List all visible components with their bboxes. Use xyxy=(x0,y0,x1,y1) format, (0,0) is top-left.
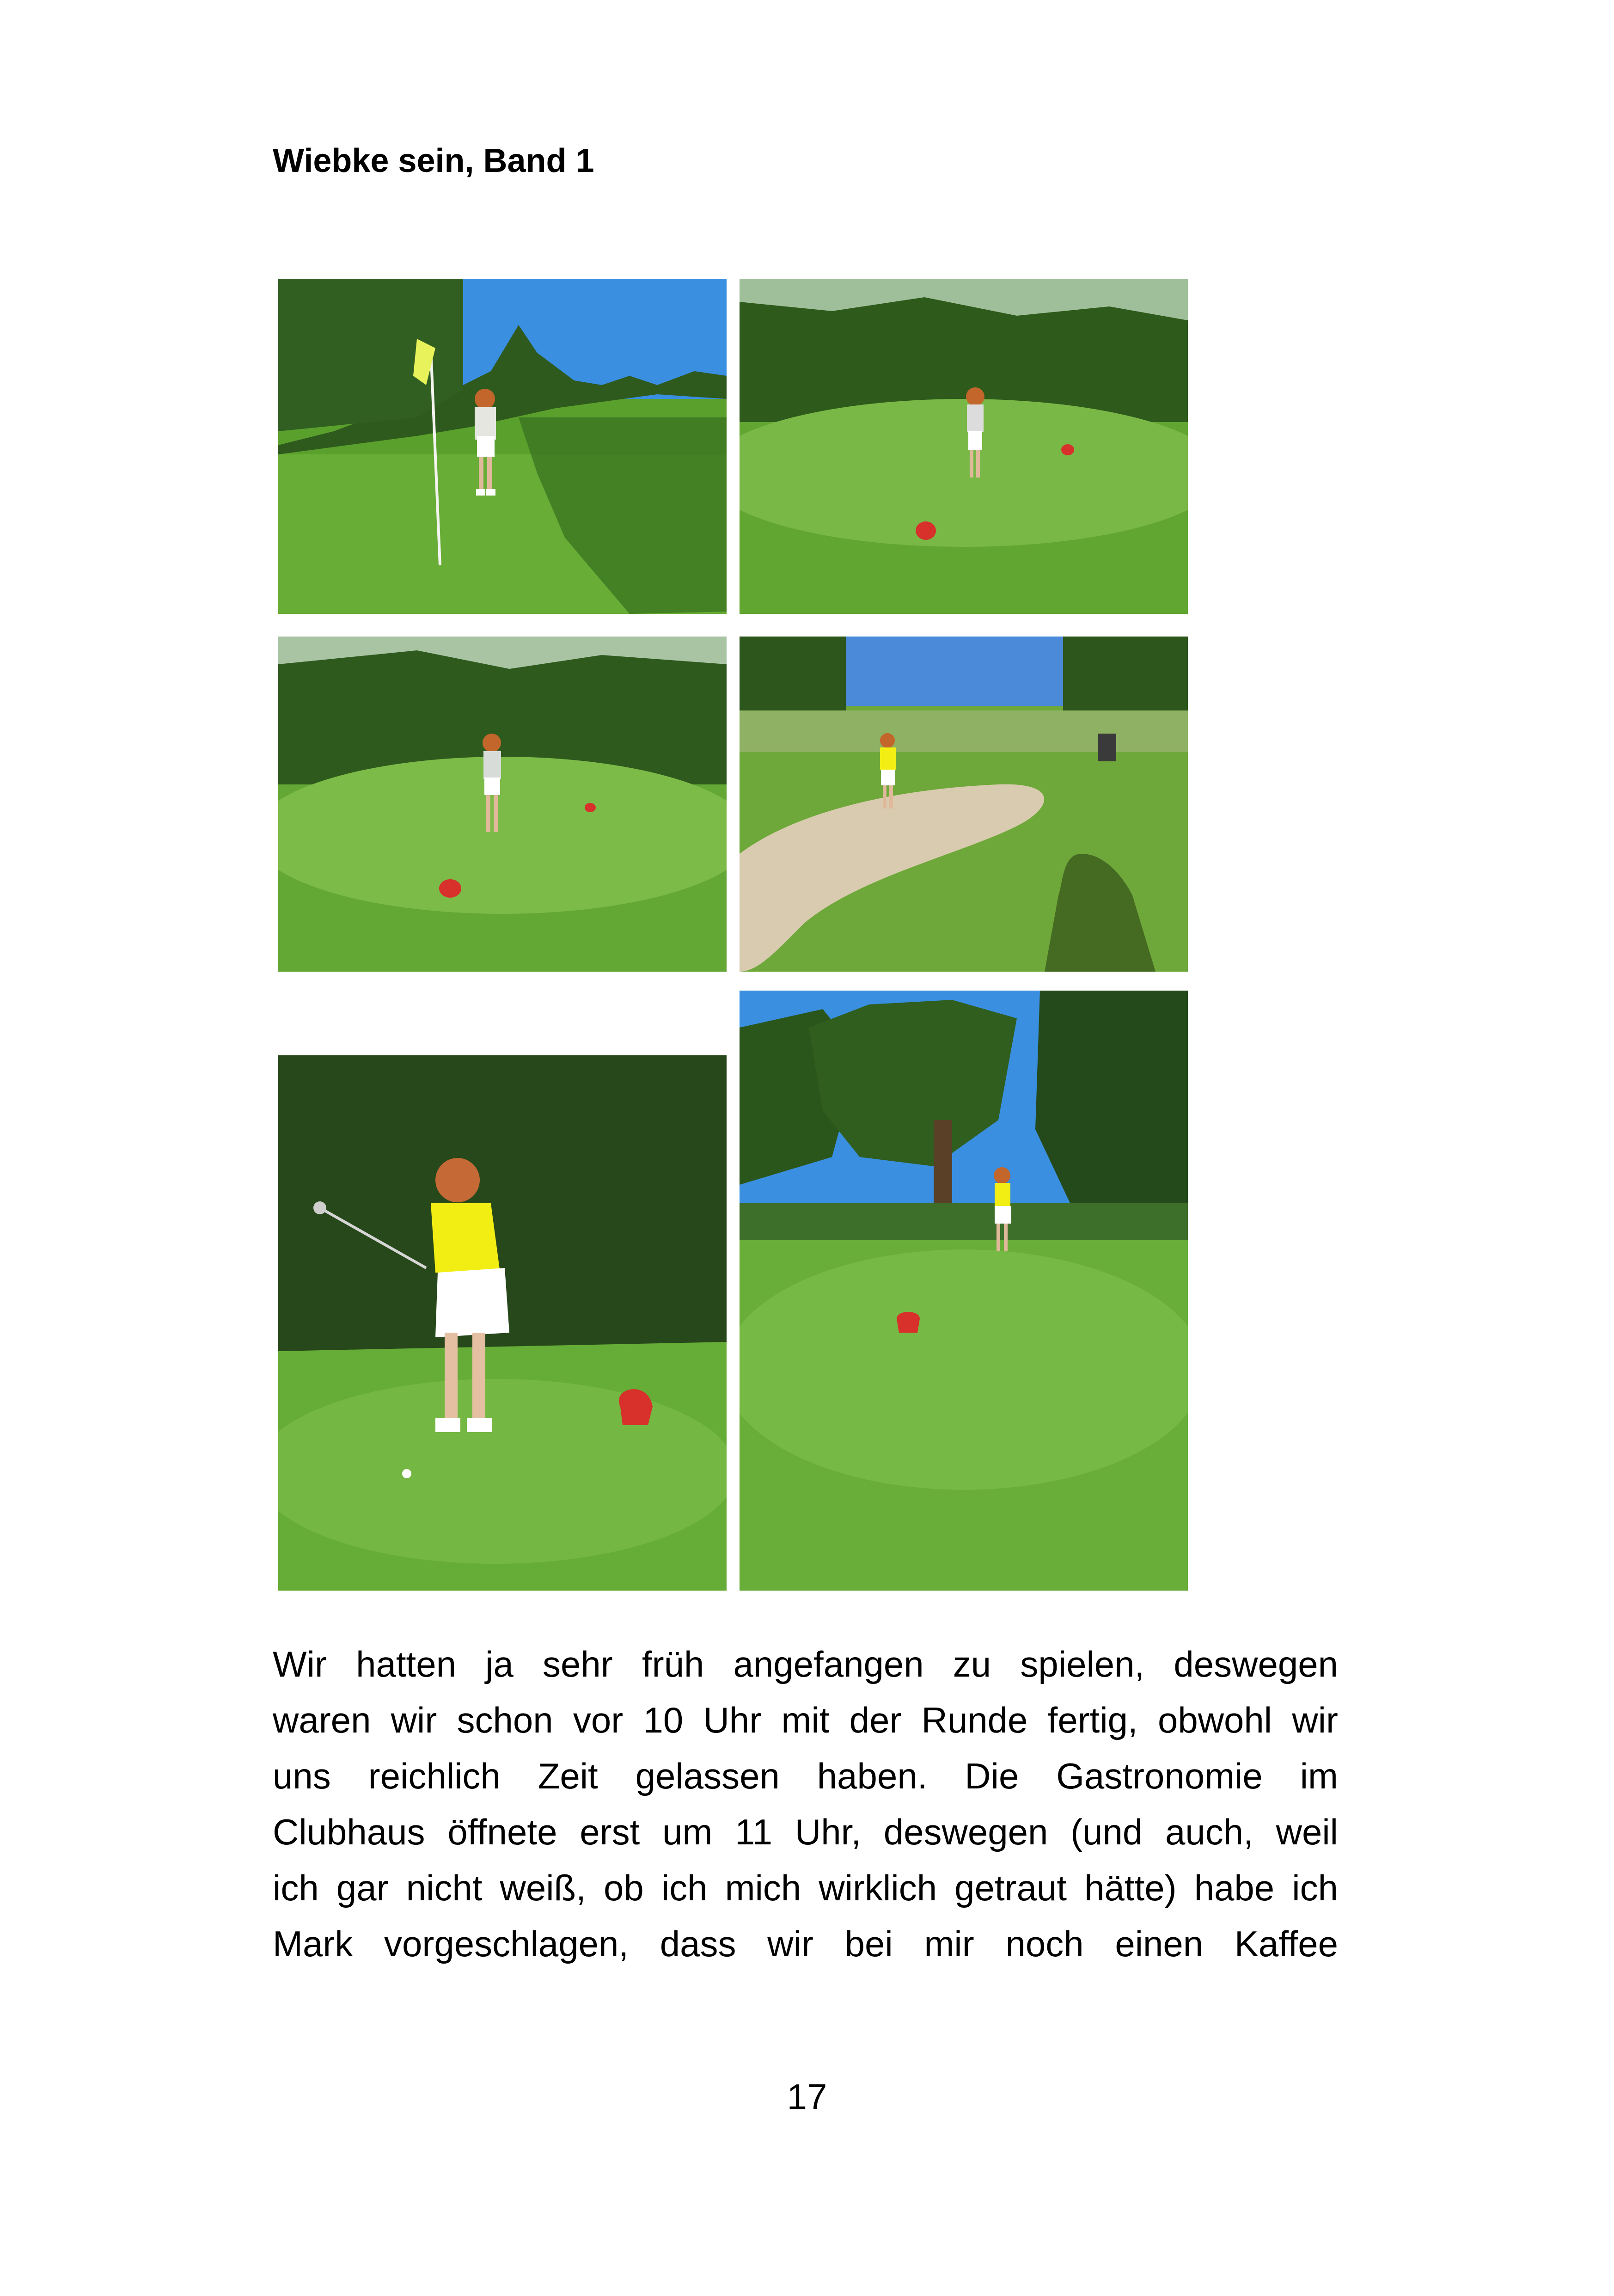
photo-golfer-at-flag-image xyxy=(278,279,727,614)
page-header-title: Wiebke sein, Band 1 xyxy=(273,142,594,179)
photo-golfer-teeing xyxy=(278,637,727,972)
photo-golfer-driving-image xyxy=(278,1055,727,1591)
body-line: ich gar nicht weiß, ob ich mich wirklich getraut hätte) habe ich xyxy=(273,1867,1338,1908)
body-line: waren wir schon vor 10 Uhr mit der Runde fertig, obwohl wir xyxy=(273,1700,1338,1740)
photo-golfer-on-tee-box xyxy=(740,991,1188,1591)
photo-golfer-at-flag xyxy=(278,279,727,614)
photo-golfer-in-bunker-image xyxy=(740,637,1188,972)
body-line: uns reichlich Zeit gelassen haben. Die Gastronomie im xyxy=(273,1756,1338,1796)
photo-golfer-driving xyxy=(278,1055,727,1591)
photo-golfer-on-green xyxy=(740,279,1188,614)
photo-golfer-on-tee-box-image xyxy=(740,991,1188,1591)
page-number: 17 xyxy=(787,2076,827,2117)
photo-golfer-on-green-image xyxy=(740,279,1188,614)
photo-golfer-in-bunker xyxy=(740,637,1188,972)
body-line: Wir hatten ja sehr früh angefangen zu spielen, deswegen xyxy=(273,1644,1338,1684)
body-line: Clubhaus öffnete erst um 11 Uhr, deswegen (und auch, weil xyxy=(273,1812,1338,1852)
body-paragraph xyxy=(273,1636,1338,1972)
photo-golfer-teeing-image xyxy=(278,637,727,972)
body-line: Mark vorgeschlagen, dass wir bei mir noch einen Kaffee xyxy=(273,1923,1338,1964)
